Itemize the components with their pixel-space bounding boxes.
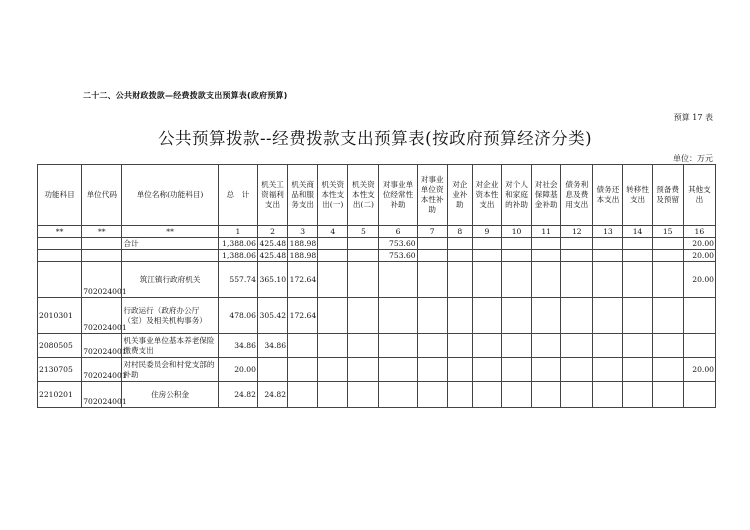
amount-cell	[501, 250, 531, 262]
amount-cell	[561, 358, 593, 382]
amount-cell	[532, 238, 561, 250]
amount-cell	[561, 382, 593, 408]
amount-cell: 20.00	[683, 238, 715, 250]
amount-cell	[623, 250, 652, 262]
index-cell: 2	[257, 226, 287, 238]
unit-name-cell: 行政运行（政府办公厅（室）及相关机构事务）	[122, 298, 218, 334]
index-cell: 1	[218, 226, 257, 238]
amount-cell: 753.60	[379, 250, 417, 262]
amount-cell	[683, 334, 715, 358]
column-header: 对企业资本性支出	[472, 165, 501, 226]
amount-cell: 753.60	[379, 238, 417, 250]
amount-cell	[318, 382, 348, 408]
function-code-cell	[38, 238, 82, 250]
index-cell: **	[122, 226, 218, 238]
amount-cell	[501, 358, 531, 382]
unit-name-cell: 对村民委员会和村党支部的补助	[122, 358, 218, 382]
index-cell: 10	[501, 226, 531, 238]
unit-name-cell: 筑江镇行政府机关	[122, 262, 218, 298]
amount-cell	[318, 334, 348, 358]
amount-cell	[417, 250, 447, 262]
index-cell: 8	[447, 226, 472, 238]
function-code-cell: 2130705	[38, 358, 82, 382]
amount-cell: 20.00	[683, 250, 715, 262]
column-header: 单位名称(功能科目)	[122, 165, 218, 226]
index-cell: 15	[652, 226, 683, 238]
section-title: 二十二、公共财政拨款—经费拨款支出预算表(政府预算)	[83, 91, 288, 100]
index-cell: 6	[379, 226, 417, 238]
amount-cell: 20.00	[218, 358, 257, 382]
amount-cell	[652, 262, 683, 298]
table-row	[38, 298, 716, 334]
unit-name-cell: 住房公积金	[122, 382, 218, 408]
column-header: 单位代码	[82, 165, 122, 226]
amount-cell	[532, 298, 561, 334]
function-code-cell	[38, 262, 82, 298]
index-cell: 7	[417, 226, 447, 238]
function-code-cell: 2080505	[38, 334, 82, 358]
amount-cell	[447, 262, 472, 298]
amount-cell	[472, 358, 501, 382]
column-header: 机关资本性支出(一)	[318, 165, 348, 226]
table-number: 预算 17 表	[673, 113, 713, 122]
unit-code-cell: 702024001	[82, 298, 122, 334]
index-cell: 5	[348, 226, 379, 238]
index-cell: 11	[532, 226, 561, 238]
amount-cell	[501, 382, 531, 408]
amount-cell	[623, 262, 652, 298]
amount-cell	[501, 262, 531, 298]
function-code-cell	[38, 250, 82, 262]
amount-cell	[417, 358, 447, 382]
amount-cell: 20.00	[683, 358, 715, 382]
amount-cell	[288, 382, 318, 408]
amount-cell	[348, 298, 379, 334]
amount-cell	[532, 262, 561, 298]
column-header: 其他支出	[683, 165, 715, 226]
column-header: 对企业补助	[447, 165, 472, 226]
index-cell: 9	[472, 226, 501, 238]
function-code-cell: 2010301	[38, 298, 82, 334]
column-header: 对个人和家庭的补助	[501, 165, 531, 226]
amount-cell: 172.64	[288, 298, 318, 334]
amount-cell	[593, 298, 623, 334]
header-row	[38, 165, 716, 226]
amount-cell: 172.64	[288, 262, 318, 298]
column-header: 机关工资福利支出	[257, 165, 287, 226]
amount-cell	[561, 298, 593, 334]
index-row	[38, 226, 716, 238]
amount-cell: 478.06	[218, 298, 257, 334]
amount-cell: 365.10	[257, 262, 287, 298]
amount-cell	[417, 334, 447, 358]
amount-cell	[348, 334, 379, 358]
unit-label: 单位：万元	[673, 154, 713, 163]
column-header: 对事业单位经常性补助	[379, 165, 417, 226]
amount-cell	[532, 334, 561, 358]
amount-cell	[447, 358, 472, 382]
amount-cell	[417, 382, 447, 408]
index-cell: 3	[288, 226, 318, 238]
amount-cell	[593, 358, 623, 382]
amount-cell	[472, 298, 501, 334]
amount-cell	[623, 382, 652, 408]
amount-cell	[257, 358, 287, 382]
amount-cell	[623, 358, 652, 382]
amount-cell	[652, 298, 683, 334]
amount-cell	[447, 334, 472, 358]
amount-cell	[501, 238, 531, 250]
amount-cell	[379, 298, 417, 334]
amount-cell	[447, 298, 472, 334]
amount-cell	[379, 262, 417, 298]
column-header: 对事业单位资本性补助	[417, 165, 447, 226]
index-cell: 16	[683, 226, 715, 238]
unit-name-cell: 合计	[122, 238, 218, 250]
amount-cell: 425.48	[257, 238, 287, 250]
column-header: 总 计	[218, 165, 257, 226]
unit-code-cell: 702024001	[82, 334, 122, 358]
amount-cell	[472, 334, 501, 358]
amount-cell	[288, 334, 318, 358]
index-cell: **	[38, 226, 82, 238]
amount-cell: 305.42	[257, 298, 287, 334]
amount-cell	[447, 382, 472, 408]
amount-cell: 24.82	[218, 382, 257, 408]
amount-cell	[417, 262, 447, 298]
amount-cell	[472, 262, 501, 298]
table-row	[38, 238, 716, 250]
amount-cell	[348, 250, 379, 262]
table-row	[38, 262, 716, 298]
amount-cell	[379, 382, 417, 408]
index-cell: 14	[623, 226, 652, 238]
amount-cell: 188.98	[288, 238, 318, 250]
column-header: 机关商品和服务支出	[288, 165, 318, 226]
unit-name-cell	[122, 250, 218, 262]
function-code-cell: 2210201	[38, 382, 82, 408]
column-header: 预备费及预留	[652, 165, 683, 226]
amount-cell	[348, 382, 379, 408]
amount-cell	[532, 250, 561, 262]
amount-cell	[348, 238, 379, 250]
amount-cell	[593, 262, 623, 298]
amount-cell	[318, 298, 348, 334]
amount-cell	[472, 250, 501, 262]
column-header: 对社会保障基金补助	[532, 165, 561, 226]
amount-cell: 34.86	[218, 334, 257, 358]
amount-cell	[683, 298, 715, 334]
amount-cell	[318, 358, 348, 382]
amount-cell	[348, 262, 379, 298]
amount-cell: 188.98	[288, 250, 318, 262]
amount-cell	[447, 238, 472, 250]
amount-cell: 24.82	[257, 382, 287, 408]
column-header: 机关资本性支出(二)	[348, 165, 379, 226]
amount-cell	[501, 334, 531, 358]
budget-table	[37, 164, 716, 408]
unit-code-cell: 702024001	[82, 262, 122, 298]
amount-cell	[593, 334, 623, 358]
amount-cell	[532, 358, 561, 382]
column-header: 债务利息及费用支出	[561, 165, 593, 226]
amount-cell	[561, 262, 593, 298]
unit-code-cell	[82, 238, 122, 250]
amount-cell: 20.00	[683, 262, 715, 298]
amount-cell	[683, 382, 715, 408]
column-header: 功能科目	[38, 165, 82, 226]
unit-code-cell: 702024001	[82, 358, 122, 382]
amount-cell	[652, 238, 683, 250]
amount-cell	[652, 382, 683, 408]
amount-cell	[379, 358, 417, 382]
index-cell: 12	[561, 226, 593, 238]
unit-name-cell: 机关事业单位基本养老保险缴费支出	[122, 334, 218, 358]
unit-code-cell: 702024001	[82, 382, 122, 408]
index-cell: 13	[593, 226, 623, 238]
amount-cell: 425.48	[257, 250, 287, 262]
page-title: 公共预算拨款--经费拨款支出预算表(按政府预算经济分类)	[157, 129, 593, 148]
amount-cell	[447, 250, 472, 262]
amount-cell	[288, 358, 318, 382]
amount-cell	[318, 238, 348, 250]
column-header: 转移性支出	[623, 165, 652, 226]
amount-cell	[417, 298, 447, 334]
amount-cell	[472, 238, 501, 250]
amount-cell	[561, 250, 593, 262]
table-row	[38, 250, 716, 262]
amount-cell	[561, 334, 593, 358]
amount-cell: 1,388.06	[218, 250, 257, 262]
amount-cell	[593, 238, 623, 250]
amount-cell	[472, 382, 501, 408]
amount-cell	[593, 250, 623, 262]
amount-cell	[318, 262, 348, 298]
column-header: 债务还本支出	[593, 165, 623, 226]
amount-cell	[532, 382, 561, 408]
amount-cell: 557.74	[218, 262, 257, 298]
amount-cell	[501, 298, 531, 334]
amount-cell	[623, 334, 652, 358]
amount-cell	[652, 334, 683, 358]
index-cell: 4	[318, 226, 348, 238]
amount-cell	[561, 238, 593, 250]
amount-cell	[318, 250, 348, 262]
amount-cell: 34.86	[257, 334, 287, 358]
amount-cell	[623, 238, 652, 250]
amount-cell	[623, 298, 652, 334]
unit-code-cell	[82, 250, 122, 262]
table-row	[38, 358, 716, 382]
amount-cell	[652, 358, 683, 382]
amount-cell	[348, 358, 379, 382]
amount-cell: 1,388.06	[218, 238, 257, 250]
index-cell: **	[82, 226, 122, 238]
amount-cell	[417, 238, 447, 250]
amount-cell	[379, 334, 417, 358]
amount-cell	[593, 382, 623, 408]
table-row	[38, 334, 716, 358]
amount-cell	[652, 250, 683, 262]
table-row	[38, 382, 716, 408]
